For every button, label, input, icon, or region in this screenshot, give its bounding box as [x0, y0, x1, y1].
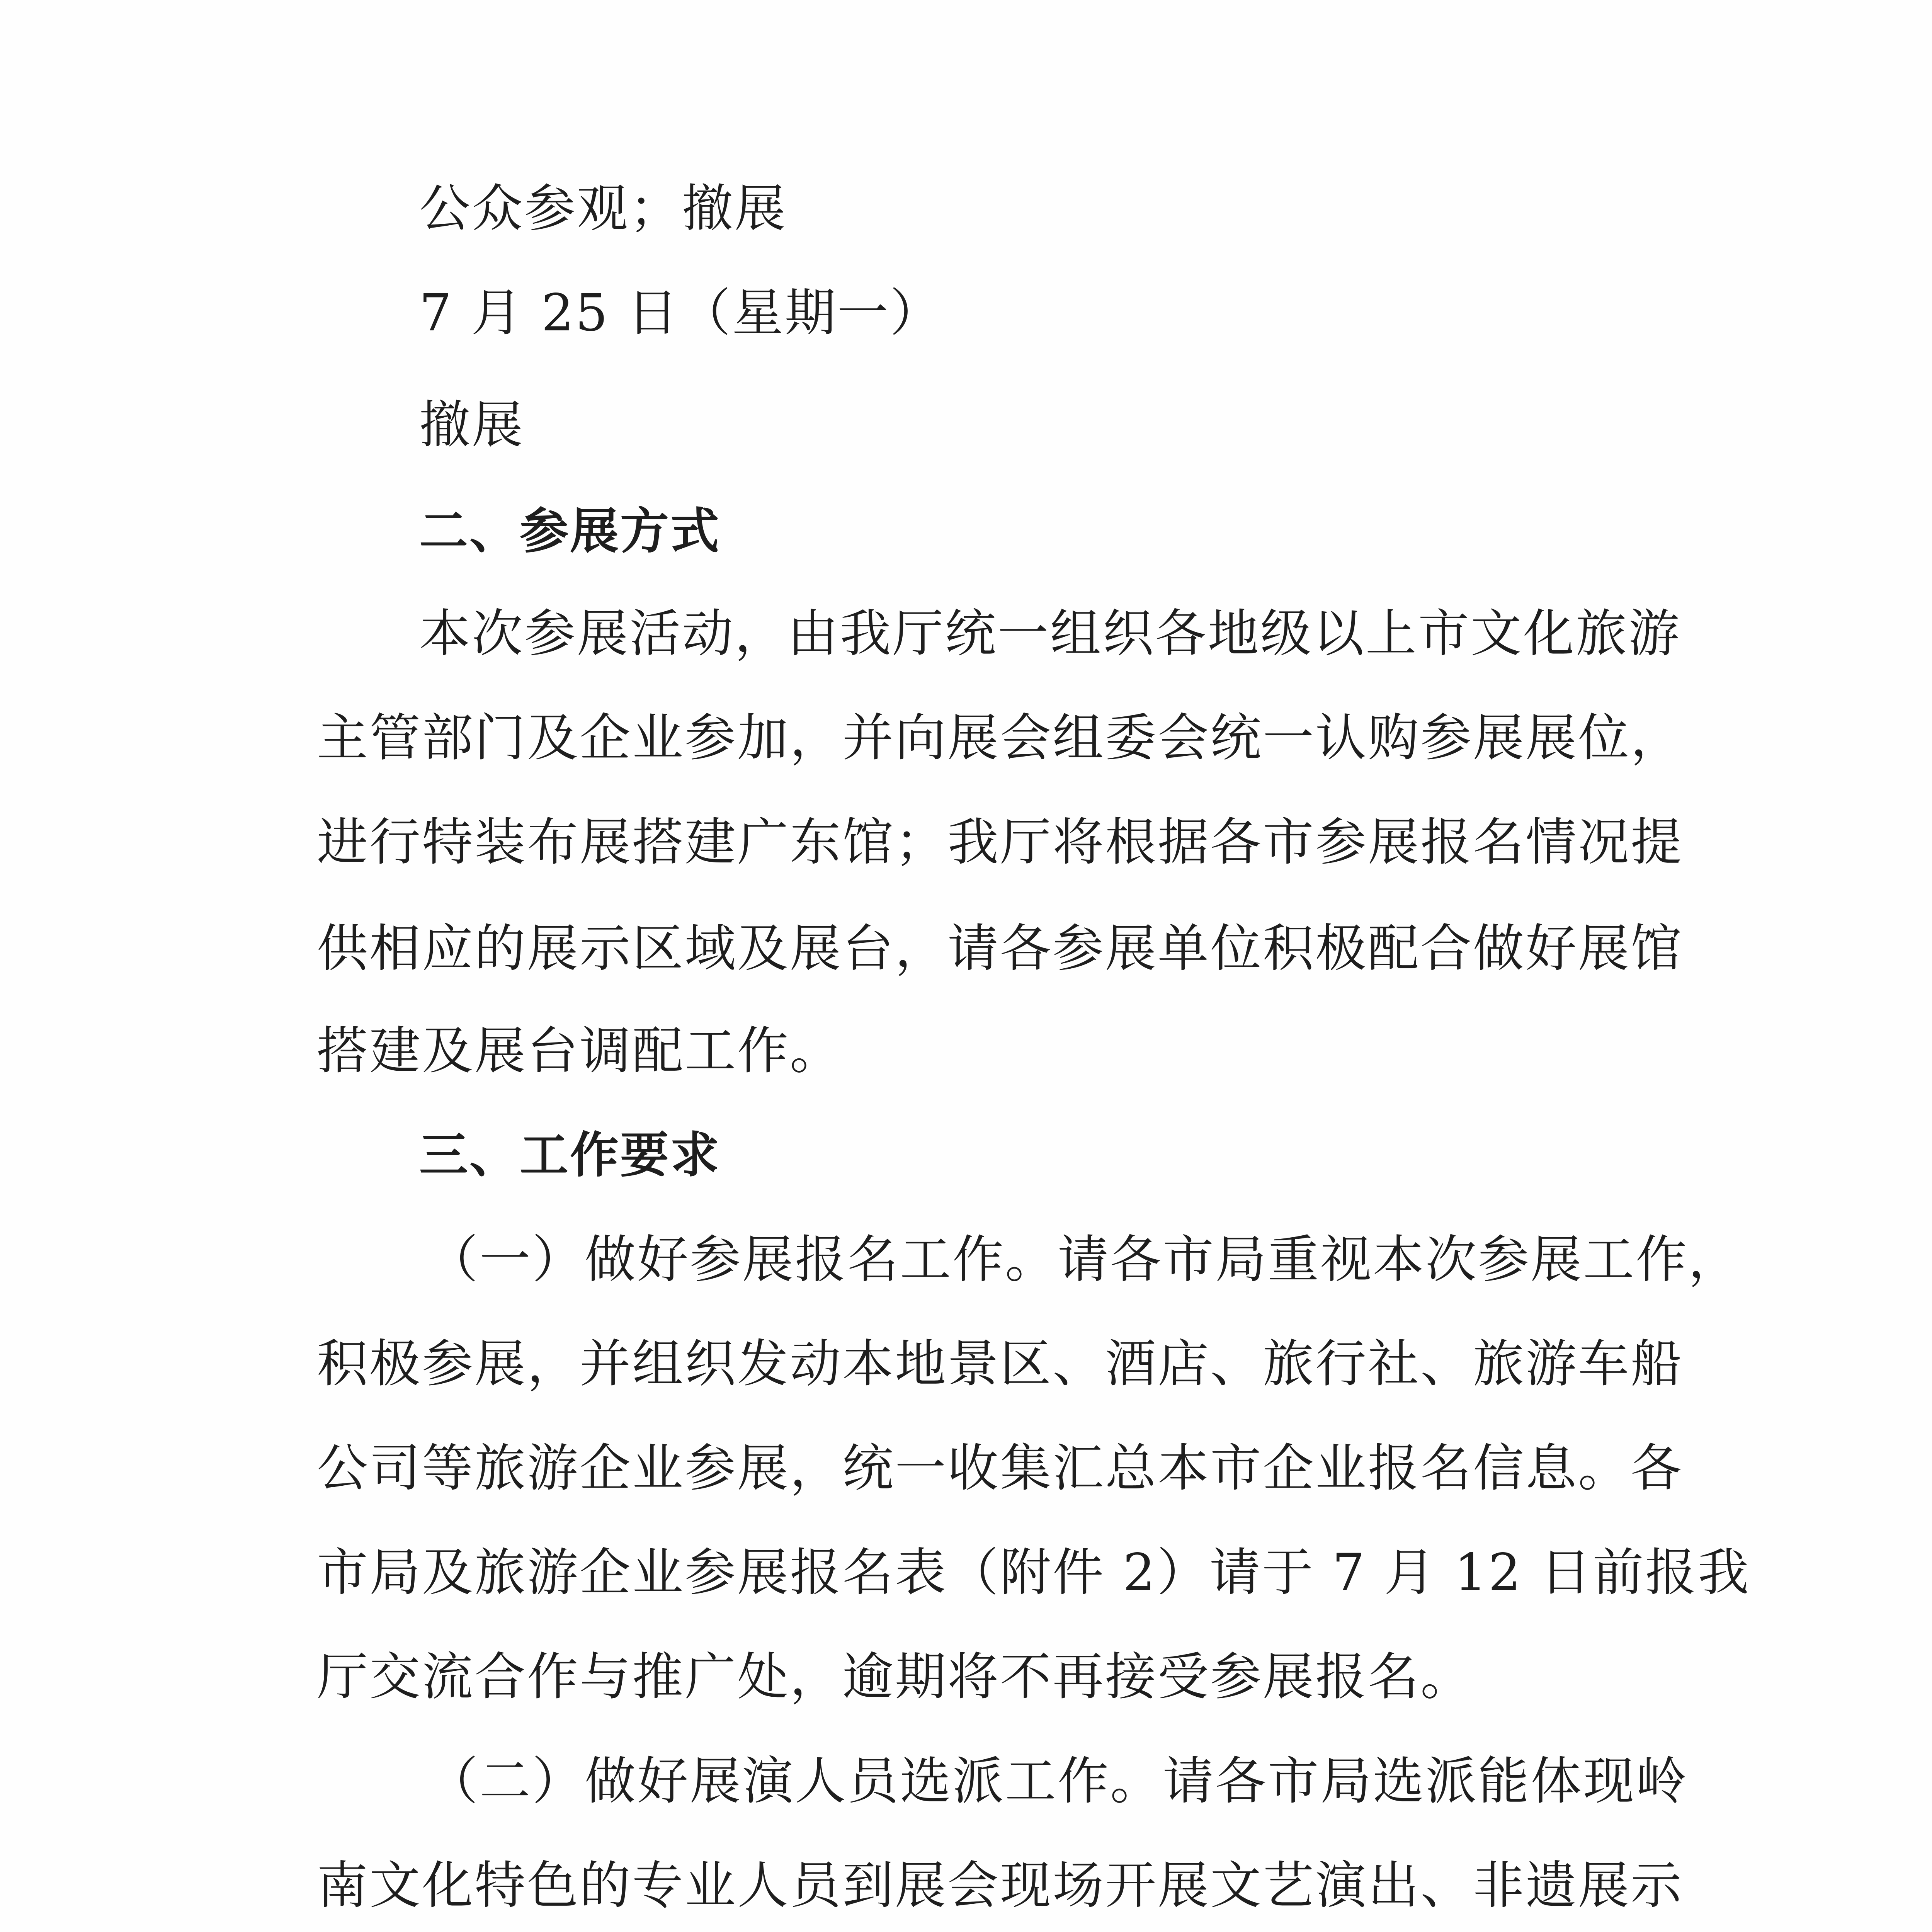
text-line: （二）做好展演人员选派工作。请各市局选派能体现岭	[427, 1752, 1688, 1811]
text-line: 撤展	[419, 395, 524, 455]
text-line: 主管部门及企业参加，并向展会组委会统一认购参展展位，	[317, 708, 1683, 768]
text-line: 南文化特色的专业人员到展会现场开展文艺演出、非遗展示	[317, 1856, 1683, 1915]
text-line: 7 月 25 日（星期一）	[419, 283, 942, 343]
text-line: 公司等旅游企业参展，统一收集汇总本市企业报名信息。各	[317, 1439, 1683, 1498]
section-heading: 二、参展方式	[419, 503, 721, 560]
text-line: 搭建及展台调配工作。	[317, 1021, 842, 1081]
text-line: 厅交流合作与推广处，逾期将不再接受参展报名。	[317, 1647, 1473, 1707]
text-line: 市局及旅游企业参展报名表（附件 2）请于 7 月 12 日前报我	[317, 1543, 1750, 1602]
text-line: 进行特装布展搭建广东馆；我厅将根据各市参展报名情况提	[317, 813, 1683, 872]
section-heading: 三、工作要求	[419, 1127, 721, 1184]
text-line: （一）做好参展报名工作。请各市局重视本次参展工作，	[427, 1230, 1741, 1289]
text-line: 本次参展活动，由我厅统一组织各地级以上市文化旅游	[419, 604, 1681, 663]
text-line: 供相应的展示区域及展台，请各参展单位积极配合做好展馆	[317, 919, 1683, 978]
text-line: 公众参观；撤展	[419, 179, 787, 238]
text-line: 积极参展，并组织发动本地景区、酒店、旅行社、旅游车船	[317, 1334, 1683, 1394]
